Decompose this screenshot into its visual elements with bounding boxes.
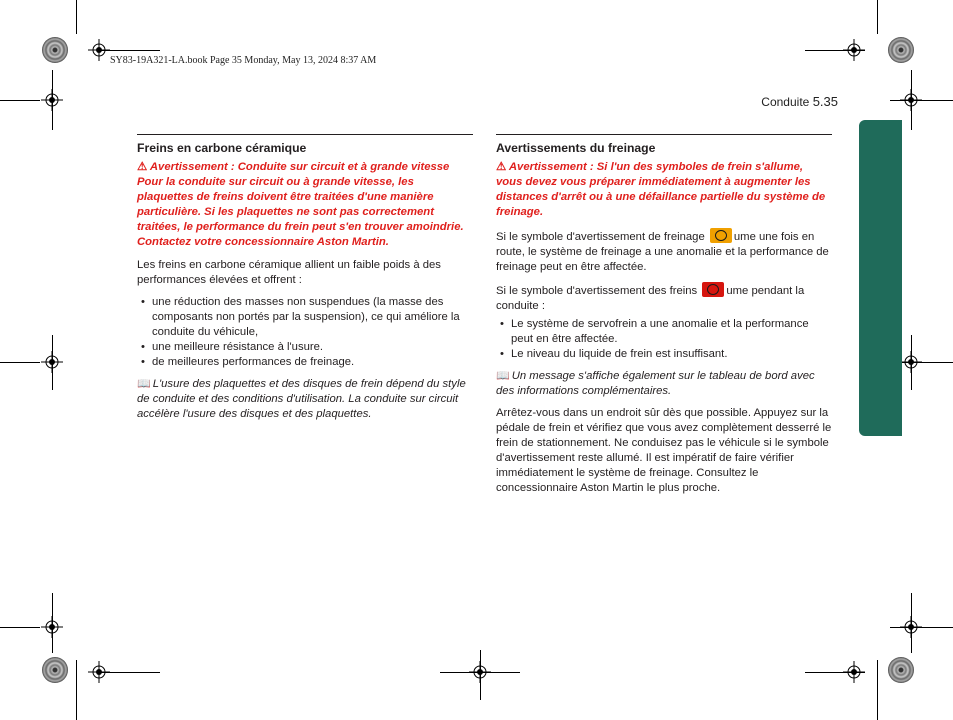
list-item: • de meilleures performances de freinage. bbox=[137, 355, 473, 370]
column-rule bbox=[137, 134, 473, 135]
warning-text: Avertissement : Si l'un des symboles de frein s'allume, vous devez vous préparer immédiatement à augmenter les distances d'arrêt ou à une défaillance partielle du système de freinage. bbox=[496, 161, 826, 218]
running-head bbox=[761, 94, 838, 109]
warning-triangle-icon: ⚠ bbox=[137, 161, 148, 173]
registration-mark-icon bbox=[41, 351, 63, 373]
page-number: 5.35 bbox=[812, 94, 838, 109]
right-column bbox=[496, 134, 832, 503]
warning-block bbox=[496, 160, 832, 220]
brake-red-paragraph: Si le symbole d'avertissement des freins ume pendant la conduite : bbox=[496, 282, 832, 314]
intro-paragraph: Les freins en carbone céramique allient un faible poids à des performances élevées et offrent : bbox=[137, 259, 441, 286]
list-item: • une réduction des masses non suspendues (la masse des composants non portés par la suspension), ce qui améliore la conduite du véhicule, bbox=[137, 295, 473, 340]
color-rosette-icon bbox=[888, 657, 914, 683]
color-rosette-icon bbox=[888, 37, 914, 63]
registration-mark-icon bbox=[88, 39, 110, 61]
list-item: • Le niveau du liquide de frein est insuffisant. bbox=[496, 347, 832, 362]
file-info-line: SY83-19A321-LA.book Page 35 Monday, May 13, 2024 8:37 AM bbox=[110, 55, 377, 66]
list-item: • une meilleure résistance à l'usure. bbox=[137, 340, 473, 355]
brake-amber-paragraph: Si le symbole d'avertissement de freinage ume une fois en route, le système de freinage a une anomalie et la performance de freinage peut en être affectée. bbox=[496, 228, 832, 275]
cause-list bbox=[496, 317, 832, 362]
registration-mark-icon bbox=[843, 661, 865, 683]
note-block bbox=[496, 369, 832, 399]
warning-triangle-icon: ⚠ bbox=[496, 161, 507, 173]
final-paragraph: Arrêtez-vous dans un endroit sûr dès que possible. Appuyez sur la pédale de frein et vérifiez que vous avez complètement desserré le frein de stationnement. Ne conduisez pas le véhicule si le symbole d'avertissement reste allumé. Il est impératif de faire vérifier immédiatement le système de freinage. Consultez le concessionnaire Aston Martin le plus proche. bbox=[496, 407, 832, 494]
brake-warning-amber-icon bbox=[710, 228, 732, 243]
list-item: • Le système de servofrein a une anomalie et la performance peut en être affectée. bbox=[496, 317, 832, 347]
color-rosette-icon bbox=[42, 37, 68, 63]
section-title: Freins en carbone céramique bbox=[137, 141, 307, 155]
registration-mark-icon bbox=[41, 89, 63, 111]
warning-text: Avertissement : Conduite sur circuit et à grande vitesse Pour la conduite sur circuit ou à grande vitesse, les plaquettes de freins doivent être traitées d'une manière particulière. Si les plaquettes ne sont pas correctement traitées, le performance du frein peut s'en trouver amoindrie. Contactez votre concessionnaire Aston Martin. bbox=[137, 161, 464, 248]
registration-mark-icon bbox=[469, 661, 491, 683]
registration-mark-icon bbox=[900, 89, 922, 111]
color-rosette-icon bbox=[42, 657, 68, 683]
section-name: Conduite bbox=[761, 95, 810, 109]
left-column bbox=[137, 134, 473, 422]
registration-mark-icon bbox=[88, 661, 110, 683]
registration-mark-icon bbox=[41, 616, 63, 638]
registration-mark-icon bbox=[843, 39, 865, 61]
note-text: L'usure des plaquettes et des disques de frein dépend du style de conduite et des conditions d'utilisation. La conduite sur circuit accélère l'usure des disques et des plaquettes. bbox=[137, 378, 466, 420]
feature-list bbox=[137, 295, 473, 370]
note-block bbox=[137, 377, 473, 422]
note-text: Un message s'affiche également sur le tableau de bord avec des informations complémentaires. bbox=[496, 370, 815, 397]
registration-mark-icon bbox=[900, 616, 922, 638]
chapter-tab bbox=[859, 120, 902, 436]
brake-warning-red-icon bbox=[702, 282, 724, 297]
section-title: Avertissements du freinage bbox=[496, 141, 656, 155]
registration-mark-icon bbox=[900, 351, 922, 373]
column-rule bbox=[496, 134, 832, 135]
open-book-icon: 📖 bbox=[496, 370, 510, 382]
warning-block bbox=[137, 160, 473, 250]
open-book-icon: 📖 bbox=[137, 378, 151, 390]
